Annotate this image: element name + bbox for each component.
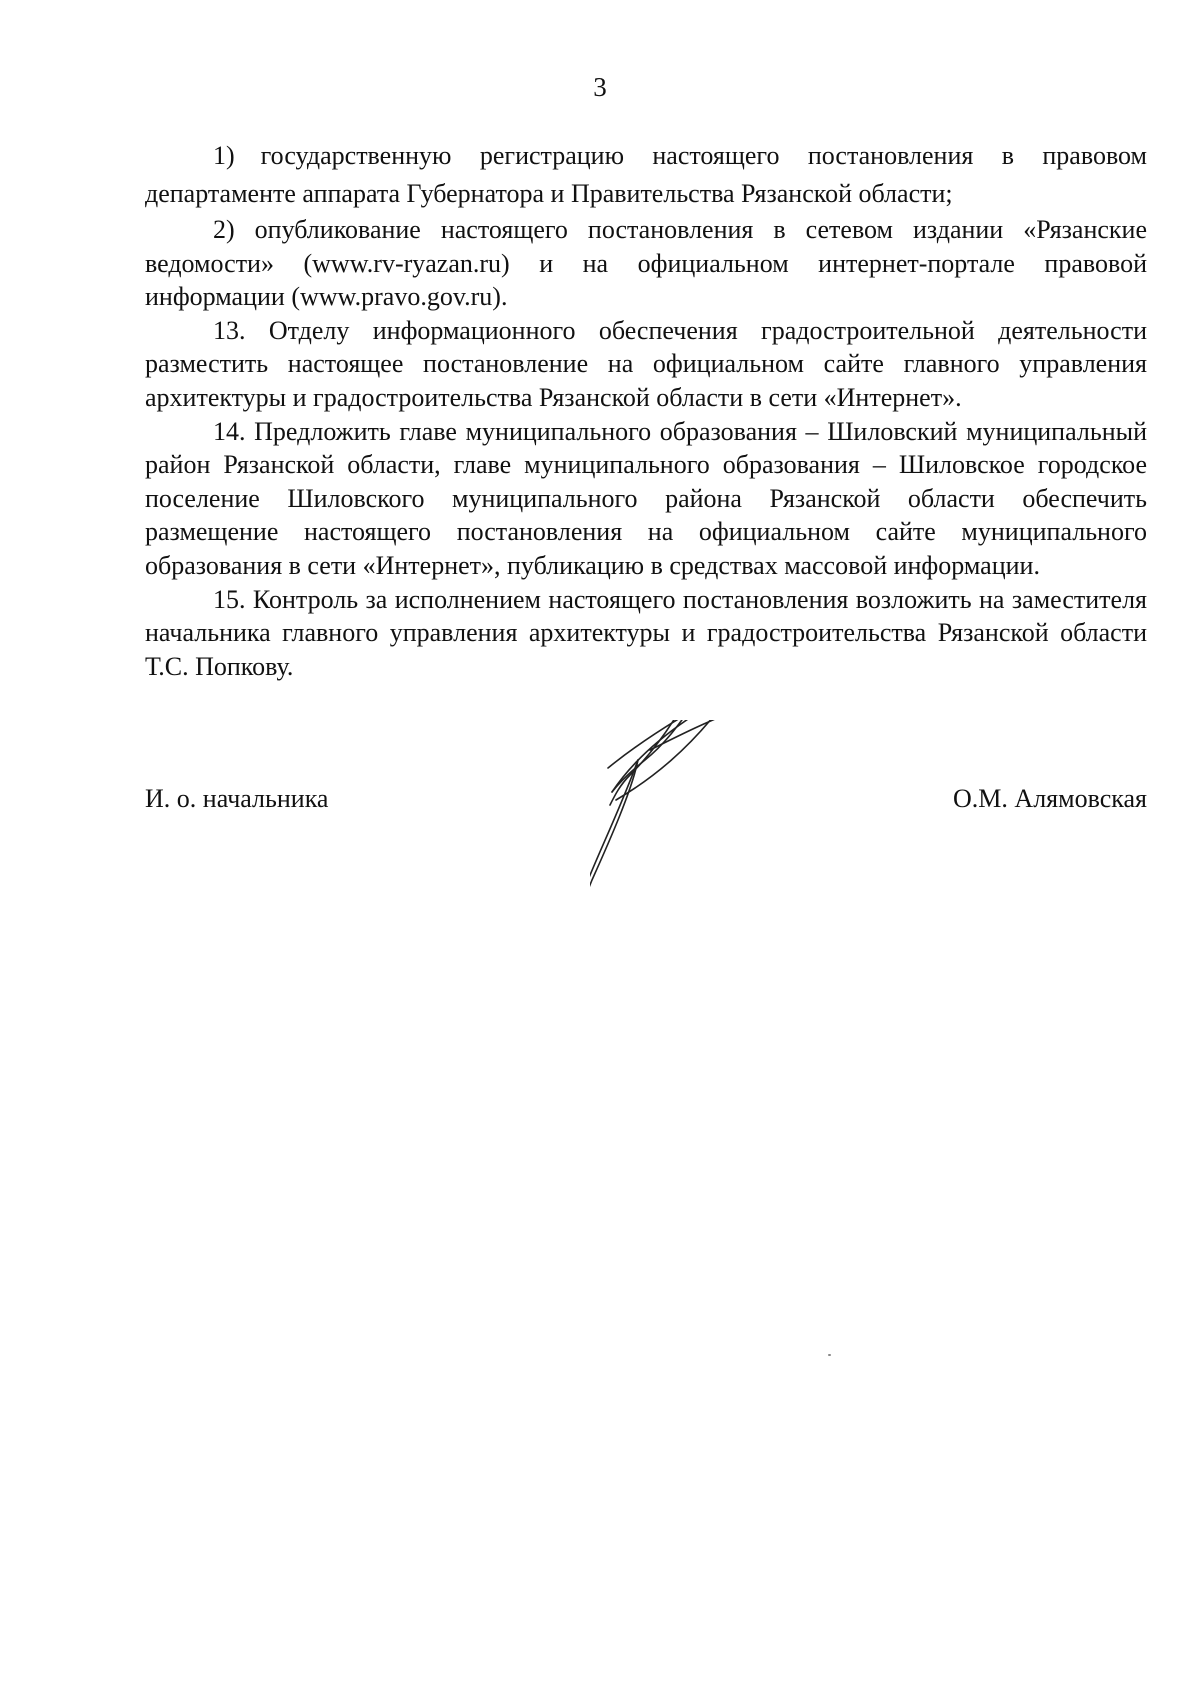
paragraph-14: 14. Предложить главе муниципального образования – Шиловский муниципальный район Рязанской области, главе муниципального образования – Шиловское городское поселение Шиловского муниципального района Рязанской области обеспечить размещение настоящего постановления на официальном сайте муниципального образования в сети «Интернет», публикацию в средствах массовой информации. — [145, 416, 1147, 580]
paragraph-item-1: 1) государственную регистрацию настоящего постановления в правовом департаменте аппарата Губернатора и Правительства Рязанской области; — [145, 141, 1147, 208]
scan-speck — [828, 1354, 831, 1356]
handwritten-signature-icon — [590, 720, 820, 950]
page-number: 3 — [593, 72, 607, 102]
paragraph-13: 13. Отделу информационного обеспечения градостроительной деятельности разместить настоящее постановление на официальном сайте главного управления архитектуры и градостроительства Рязанской области в сети «Интернет». — [145, 315, 1147, 412]
signatory-name: О.М. Алямовская — [953, 784, 1147, 813]
paragraph-15: 15. Контроль за исполнением настоящего постановления возложить на заместителя начальника главного управления архитектуры и градостроительства Рязанской области Т.С. Попкову. — [145, 584, 1147, 681]
document-body — [145, 137, 1147, 683]
signatory-position: И. о. начальника — [145, 784, 329, 813]
paragraph-item-2: 2) опубликование настоящего постановления в сетевом издании «Рязанские ведомости» (www.rv-ryazan.ru) и на официальном интернет-портале правовой информации (www.pravo.gov.ru). — [145, 215, 1147, 312]
